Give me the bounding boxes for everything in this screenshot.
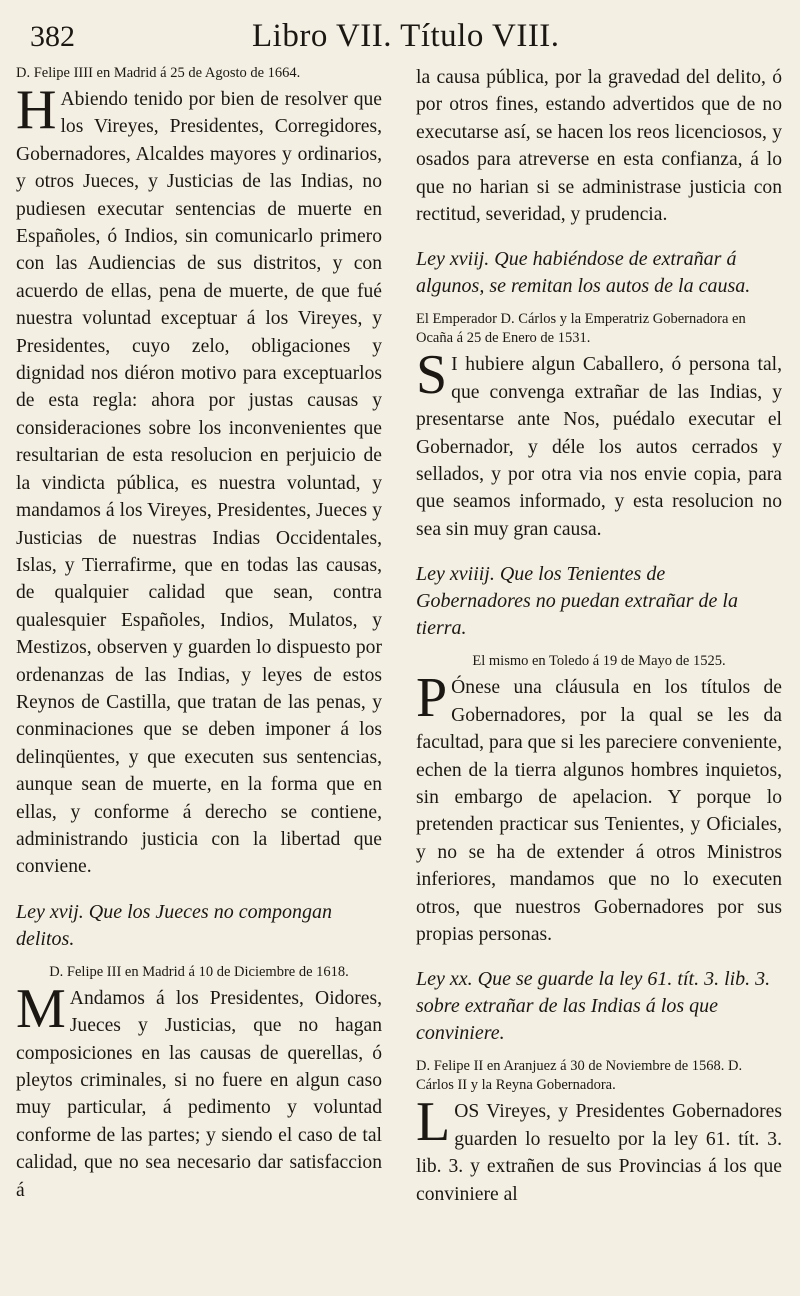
- drop-cap: P: [416, 667, 448, 730]
- law-text: [416, 344, 782, 543]
- law-text: [416, 1091, 782, 1208]
- law-heading: Ley xviij. Que habiéndose de extrañar á algunos, se remitan los autos de la causa.: [416, 248, 751, 298]
- decree-date: El mismo en Toledo á 19 de Mayo de 1525.: [472, 653, 726, 670]
- left-column: [16, 64, 382, 1204]
- law-text-body: Abiendo tenido por bien de resolver que los Vireyes, Presidentes, Corregidores, Gobernadores, Alcaldes mayores y ordinarios, y otros Jueces, y Justicias de las Indias, no pudiesen executar sentencias de muerte en Españoles, ó Indios, sin comunicarlo primero con las Audiencias de sus distritos, y con acuerdo de ellas, pena de muerte, de que fué nuestra voluntad exceptuar á los Vireyes, y Presidentes, cuyo zelo, obligaciones y dignidad nos diéron motivo para exceptuarlos de esta regla: ahora por justas causas y consideraciones sobre los inconvenientes que resultarian de esta resolucion en perjuicio de la vindicta pública, es nuestra voluntad, y mandamos á los Vireyes, Presidentes, Jueces y Justicias de nuestras Indias Occidentales, Islas, y Tierrafirme, que en todas las causas, de qualquier calidad que sean, contra qualesquier Españoles, Indios, Mulatos, y Mestizos, observen y guarden lo dispuesto por ordenanzas de las Indias, y leyes de estos Reynos de Castilla, que tratan de las penas, y conminaciones que se deben imponer á los delinqüentes, y que executen sus sentencias, aunque sean de muerte, en la forma que en ellas, y conforme á derecho se contiene, administrando justicia con la libertad que conviene.: [16, 89, 382, 878]
- law-heading: Ley xviiij. Que los Tenientes de Gobernadores no puedan extrañar de la tierra.: [416, 563, 738, 640]
- drop-cap: H: [16, 79, 57, 141]
- law-text-continued: la causa pública, por la gravedad del delito, ó por otros fines, estando advertidos que de no executarse así, se hacen los reos licenciosos, y osados para atreverse en esta confianza, á lo que no harian si se administrase justicia con rectitud, severidad, y prudencia.: [416, 67, 782, 226]
- decree-date: El Emperador D. Cárlos y la Emperatriz Gobernadora en Ocaña á 25 de Enero de 1531.: [416, 311, 746, 347]
- law-text: [16, 977, 382, 1204]
- law-text-body: I hubiere algun Caballero, ó persona tal, que convenga extrañar de las Indias, y presentarse ante Nos, puédalo executar el Gobernador, y déle los autos cerrados y sellados, y por otra via nos envie copia, para que seamos informado, y esta resolucion no sea sin muy gran causa.: [416, 354, 782, 540]
- drop-cap: S: [416, 344, 448, 407]
- running-head: Libro VII. Título VIII.: [252, 18, 560, 54]
- law-text-body: Andamos á los Presidentes, Oidores, Jueces y Justicias, que no hagan composiciones en las causas de querellas, ó pleytos criminales, si no fuere en algun caso muy particular, á pedimento y voluntad conforme de las partes; y siendo el caso de tal calidad, que no sea necesario dar satisfaccion á: [16, 987, 382, 1201]
- right-column: [416, 64, 782, 1208]
- law-text-body: Ónese una cláusula en los títulos de Gobernadores, por la qual se les da facultad, para que si les pareciere conveniente, echen de la tierra algunos hombres inquietos, sin embargo de apelacion. Y porque lo pretenden practicar sus Tenientes, y Oficiales, y no se ha de extender á otros Ministros inferiores, mandamos que no lo executen otros, que nuestros Gobernadores por sus propias personas.: [416, 677, 782, 945]
- law-heading: Ley xvij. Que los Jueces no compongan delitos.: [16, 900, 333, 950]
- drop-cap: M: [16, 977, 66, 1040]
- law-text: [16, 79, 382, 881]
- law-text: [416, 667, 782, 948]
- page-number: 382: [30, 20, 75, 53]
- decree-date: D. Felipe IIII en Madrid á 25 de Agosto de 1664.: [16, 65, 301, 81]
- page-header: [0, 14, 800, 62]
- drop-cap: L: [416, 1091, 451, 1154]
- law-text-body: OS Vireyes, y Presidentes Gobernadores guarden lo resuelto por la ley 61. tít. 3. lib. 3. y extrañen de sus Provincias á los que conviniere al: [416, 1101, 782, 1205]
- decree-date: D. Felipe III en Madrid á 10 de Diciembre de 1618.: [49, 963, 349, 980]
- decree-date: D. Felipe II en Aranjuez á 30 de Noviembre de 1568. D. Cárlos II y la Reyna Gobernadora.: [416, 1058, 743, 1094]
- law-heading: Ley xx. Que se guarde la ley 61. tít. 3. lib. 3. sobre extrañar de las Indias á los que conviniere.: [416, 968, 771, 1045]
